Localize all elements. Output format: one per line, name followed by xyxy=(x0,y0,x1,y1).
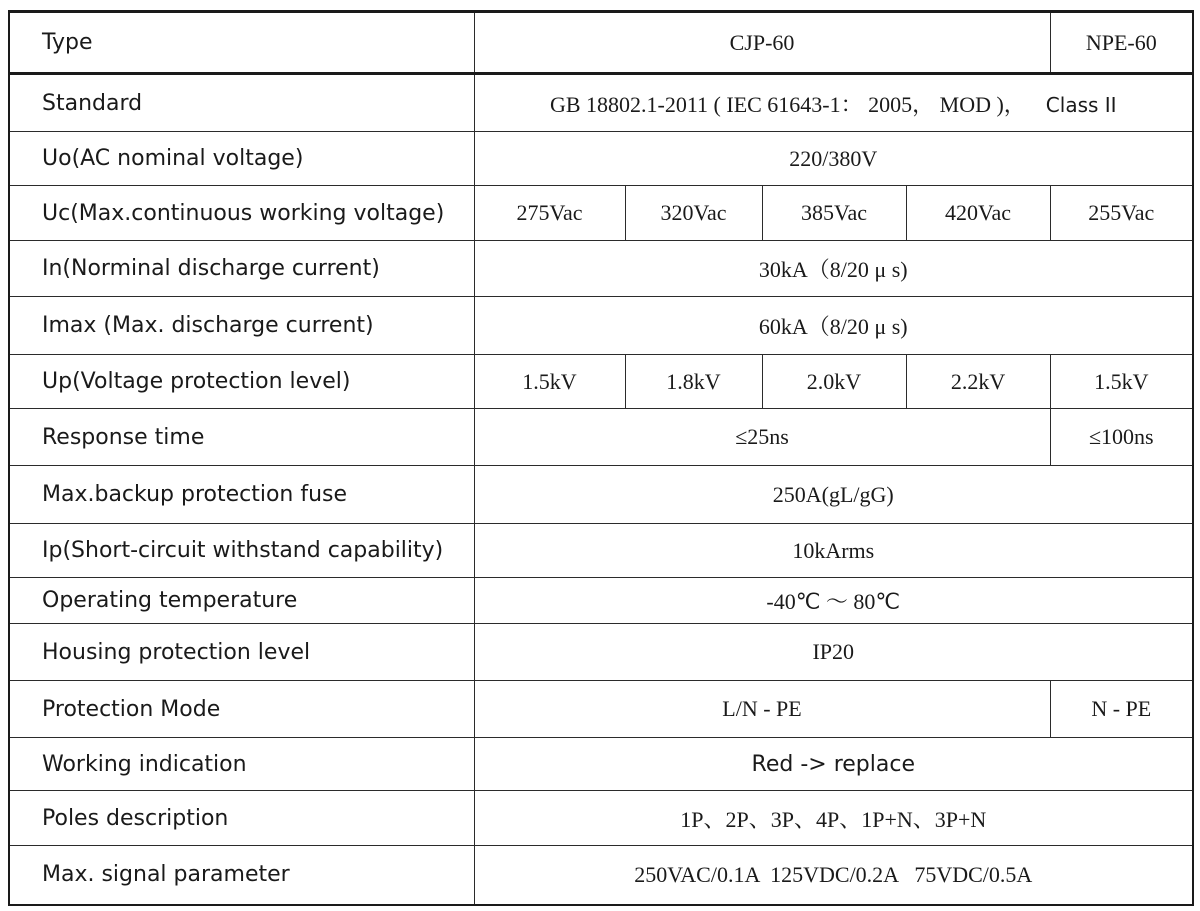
label-uo: Uo(AC nominal voltage) xyxy=(9,132,474,186)
value-in: 30kA（8/20 μ s) xyxy=(474,241,1193,297)
value-up-4: 2.2kV xyxy=(906,355,1050,409)
row-housing xyxy=(9,624,1193,681)
value-uc-3: 385Vac xyxy=(762,186,906,241)
label-poles: Poles description xyxy=(9,791,474,846)
label-response: Response time xyxy=(9,409,474,466)
value-standard xyxy=(474,74,1193,132)
value-up-3: 2.0kV xyxy=(762,355,906,409)
standard-class: Class II xyxy=(1045,92,1117,117)
value-poles: 1P、2P、3P、4P、1P+N、3P+N xyxy=(474,791,1193,846)
row-standard xyxy=(9,74,1193,132)
value-up-1: 1.5kV xyxy=(474,355,625,409)
row-type xyxy=(9,12,1193,74)
value-indication: Red -> replace xyxy=(474,738,1193,791)
value-mode-cjp: L/N - PE xyxy=(474,681,1050,738)
value-type-npe: NPE-60 xyxy=(1050,12,1193,74)
row-ip xyxy=(9,524,1193,578)
label-mode: Protection Mode xyxy=(9,681,474,738)
value-ip: 10kArms xyxy=(474,524,1193,578)
label-up: Up(Voltage protection level) xyxy=(9,355,474,409)
row-uc xyxy=(9,186,1193,241)
label-housing: Housing protection level xyxy=(9,624,474,681)
row-up xyxy=(9,355,1193,409)
label-ip: Ip(Short-circuit withstand capability) xyxy=(9,524,474,578)
label-type: Type xyxy=(9,12,474,74)
label-uc: Uc(Max.continuous working voltage) xyxy=(9,186,474,241)
label-in: In(Norminal discharge current) xyxy=(9,241,474,297)
value-response-npe: ≤100ns xyxy=(1050,409,1193,466)
row-uo xyxy=(9,132,1193,186)
row-indication xyxy=(9,738,1193,791)
value-housing: IP20 xyxy=(474,624,1193,681)
label-standard: Standard xyxy=(9,74,474,132)
row-signal xyxy=(9,846,1193,905)
value-mode-npe: N - PE xyxy=(1050,681,1193,738)
value-imax: 60kA（8/20 μ s) xyxy=(474,297,1193,355)
value-temp: -40℃ ～ 80℃ xyxy=(474,578,1193,624)
value-response-cjp: ≤25ns xyxy=(474,409,1050,466)
value-type-cjp: CJP-60 xyxy=(474,12,1050,74)
row-temp xyxy=(9,578,1193,624)
label-fuse: Max.backup protection fuse xyxy=(9,466,474,524)
value-up-5: 1.5kV xyxy=(1050,355,1193,409)
label-signal: Max. signal parameter xyxy=(9,846,474,905)
value-up-2: 1.8kV xyxy=(625,355,762,409)
spec-table xyxy=(8,10,1194,906)
value-signal: 250VAC/0.1A 125VDC/0.2A 75VDC/0.5A xyxy=(474,846,1193,905)
row-poles xyxy=(9,791,1193,846)
value-uc-2: 320Vac xyxy=(625,186,762,241)
label-indication: Working indication xyxy=(9,738,474,791)
value-uc-4: 420Vac xyxy=(906,186,1050,241)
row-response xyxy=(9,409,1193,466)
label-temp: Operating temperature xyxy=(9,578,474,624)
row-mode xyxy=(9,681,1193,738)
label-imax: Imax (Max. discharge current) xyxy=(9,297,474,355)
value-uc-1: 275Vac xyxy=(474,186,625,241)
standard-text: GB 18802.1-2011 ( IEC 61643-1： 2005， MOD )， xyxy=(549,91,1026,117)
row-imax xyxy=(9,297,1193,355)
value-fuse: 250A(gL/gG) xyxy=(474,466,1193,524)
value-uo: 220/380V xyxy=(474,132,1193,186)
row-in xyxy=(9,241,1193,297)
row-fuse xyxy=(9,466,1193,524)
value-uc-5: 255Vac xyxy=(1050,186,1193,241)
